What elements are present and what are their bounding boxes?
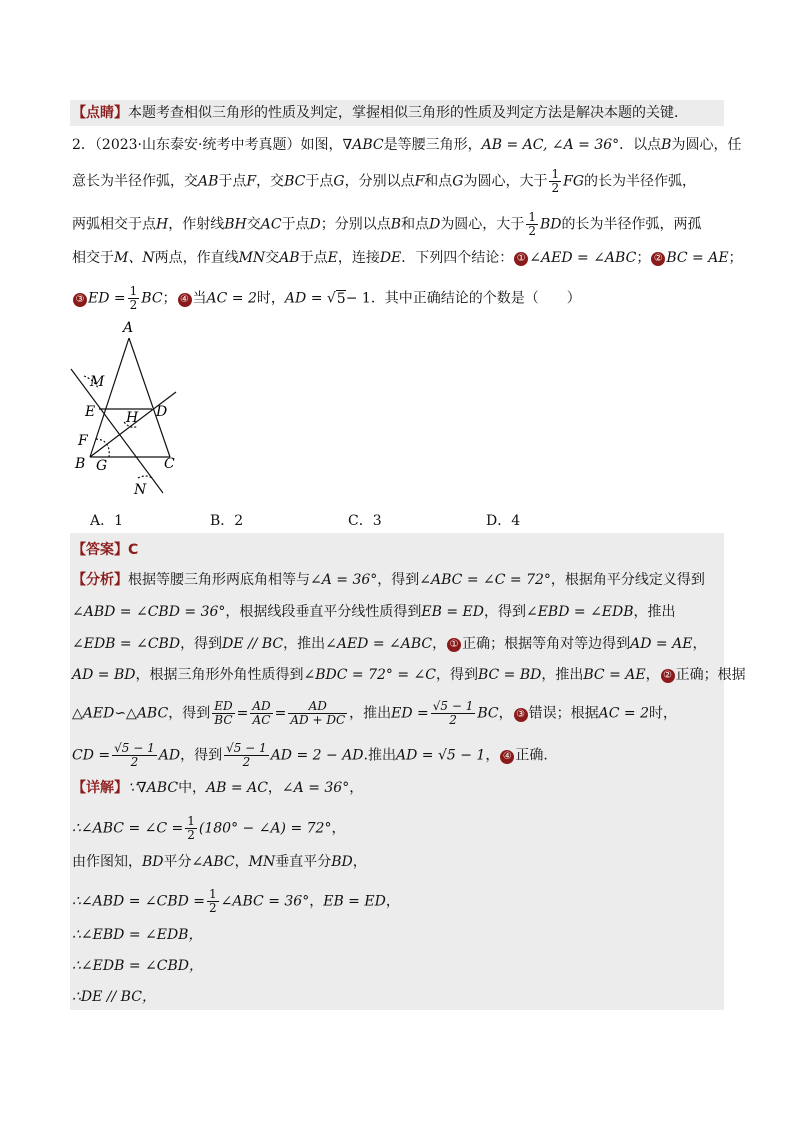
math: BD <box>331 854 353 870</box>
text: 于点 <box>299 250 328 266</box>
detail-line-4 <box>72 888 400 915</box>
question-line-4 <box>72 248 743 268</box>
numerator: AD <box>288 700 347 714</box>
fraction <box>250 700 272 727</box>
math: ∠ABC = ∠C = 72° <box>419 572 551 588</box>
math: G <box>452 173 464 190</box>
conclusion-2-marker: ② <box>651 252 665 266</box>
sqrt-radicand: 5 <box>336 290 346 307</box>
analysis-line-3 <box>72 634 706 654</box>
math: D <box>429 216 441 233</box>
fraction <box>185 815 197 842</box>
answer-line <box>72 540 138 560</box>
text: 正确；根据等角对等边得到 <box>462 636 631 652</box>
math: ∠ABD = ∠CBD = 36° <box>72 604 226 620</box>
math: = <box>236 705 249 722</box>
math: AD = √5 − 1 <box>395 747 486 764</box>
math: AC = 2 <box>206 290 257 307</box>
text: ，根据线段垂直平分线性质得到 <box>225 604 422 620</box>
text: 平分 <box>163 854 192 870</box>
math: BD <box>142 854 164 870</box>
math: ED = <box>88 290 126 307</box>
math: BC <box>141 290 163 307</box>
math: ∇ABC <box>342 137 384 153</box>
text: ，得到 <box>168 705 211 722</box>
math: AD = AE <box>630 636 693 652</box>
math: EB = ED <box>421 604 484 620</box>
text: 由作图知， <box>72 854 142 870</box>
fraction <box>212 700 234 727</box>
numerator: 1 <box>129 284 138 298</box>
label-a: A <box>123 320 134 336</box>
conclusion-4-marker: ④ <box>500 750 514 764</box>
math: ∠EDB = ∠CBD <box>72 636 181 652</box>
numerator: 1 <box>187 814 195 828</box>
text: ，根据角平分线定义得到 <box>550 572 705 588</box>
text: 于点 <box>218 173 247 190</box>
numerator: 1 <box>551 167 560 181</box>
conclusion-3-marker: ③ <box>73 293 87 307</box>
math: ∠AED = ∠ABC <box>325 636 433 652</box>
math: AD = 2 − AD <box>270 747 364 764</box>
math: ∵∇ABC <box>128 780 179 796</box>
text: 和点 <box>401 216 430 233</box>
numerator: 1 <box>209 887 217 901</box>
dianjing-text: 本题考查相似三角形的性质及判定，掌握相似三角形的性质及判定方法是解决本题的关键． <box>128 105 688 121</box>
text: ； <box>728 250 743 266</box>
denominator: 2 <box>551 181 560 195</box>
option-d[interactable]: D．4 <box>486 513 521 529</box>
text: 是等腰三角形， <box>383 137 482 153</box>
numerator: √5 − 1 <box>432 699 474 713</box>
text: ，得到 <box>483 604 526 620</box>
text: 正确；根据 <box>675 667 746 683</box>
denominator: 2 <box>209 901 217 915</box>
text: 两点，作直线 <box>154 250 239 266</box>
denominator: 2 <box>130 755 139 769</box>
math: BC = BD <box>477 667 542 683</box>
numerator: √5 − 1 <box>226 741 267 755</box>
numerator: 1 <box>528 210 536 224</box>
analysis-line-1 <box>72 570 705 590</box>
question-number: 2． <box>72 137 95 153</box>
detail-line-3 <box>72 852 367 872</box>
text: ， <box>645 667 660 683</box>
detail-line-5: ∴∠EBD = ∠EDB， <box>72 927 203 943</box>
text: 相交于 <box>72 250 114 266</box>
text: 意长为半径作弧，交 <box>72 173 198 190</box>
question-line-5: ③ ED = $\frac{1}{2}$ BC； ④ 当AC = 2时，AD = √5− 1．其中正确结论的个数是（ ） <box>72 285 581 312</box>
math: D <box>309 216 321 233</box>
math: B <box>661 137 672 153</box>
denominator: AD + DC <box>290 713 346 727</box>
fraction <box>431 700 476 727</box>
label-h: H <box>126 410 139 426</box>
math: FG <box>563 173 585 190</box>
text: 和点 <box>424 173 453 190</box>
math: ∠EBD = ∠EDB <box>525 604 634 620</box>
math: ∠ABC = 36° <box>220 893 310 910</box>
fraction <box>207 888 219 915</box>
question-line-1 <box>72 135 741 155</box>
text: 时， <box>649 705 678 722</box>
math: DE <box>379 250 402 266</box>
math: ED = <box>391 705 429 722</box>
text: ； <box>636 250 651 266</box>
text: 垂直平分 <box>275 854 332 870</box>
math: AC <box>260 216 282 233</box>
analysis-line-5 <box>72 700 677 727</box>
option-a[interactable]: A．1 <box>90 513 124 529</box>
text: 交 <box>265 250 280 266</box>
math: M、N <box>114 250 155 266</box>
math: − 1 <box>345 290 371 307</box>
fraction <box>224 742 269 769</box>
numerator: AD <box>252 699 271 713</box>
fraction <box>549 168 561 195</box>
question-source: （2023·山东泰安·统考中考真题） <box>94 137 301 153</box>
text: ， <box>349 780 364 796</box>
math: BH <box>224 216 247 233</box>
text: 于点 <box>305 173 334 190</box>
text: 时， <box>256 290 285 307</box>
math: ∴∠ABD = ∠CBD = <box>72 893 206 910</box>
text: 如图， <box>300 137 343 153</box>
math: E <box>327 250 338 266</box>
text: 的长为半径作弧，两孤 <box>561 216 702 233</box>
detail-tag: 【详解】 <box>72 780 128 796</box>
numerator: ED <box>214 699 233 713</box>
question-line-2 <box>72 168 696 195</box>
text: ， <box>432 636 447 652</box>
label-c: C <box>164 456 175 472</box>
math: MN <box>248 854 276 870</box>
fraction <box>128 285 140 312</box>
math: AB <box>279 250 300 266</box>
text: ．下列四个结论： <box>401 250 514 266</box>
conclusion-1-marker: ① <box>514 252 528 266</box>
label-n: N <box>134 482 147 498</box>
text: ，推出 <box>349 705 392 722</box>
text: ， <box>385 893 400 910</box>
fraction <box>526 211 538 238</box>
answer-tag: 【答案】 <box>72 542 128 558</box>
label-e: E <box>85 404 96 420</box>
conclusion-2-marker: ② <box>661 669 675 683</box>
text: ，得到 <box>180 636 223 652</box>
math: B <box>390 216 402 233</box>
math: AD <box>158 747 181 764</box>
denominator: 2 <box>129 298 138 312</box>
math: BC <box>477 705 499 722</box>
fraction <box>112 742 157 769</box>
analysis-tag: 【分析】 <box>72 572 128 588</box>
fraction <box>288 700 347 727</box>
math: AC = 2 <box>598 705 650 722</box>
math: △AED∽△ABC <box>72 705 169 722</box>
math: AB = AC, ∠A = 36° <box>481 137 620 153</box>
question-line-3 <box>72 211 701 238</box>
text: ， <box>309 893 324 910</box>
analysis-line-2 <box>72 602 676 622</box>
denominator: AC <box>252 713 271 727</box>
text: 正确. <box>515 747 548 764</box>
text: ，连接 <box>337 250 380 266</box>
label-b: B <box>75 456 86 472</box>
text: 错误；根据 <box>528 705 599 722</box>
math: MN <box>238 250 266 266</box>
option-c[interactable]: C．3 <box>348 513 382 529</box>
math: CD = <box>72 747 111 764</box>
text: 当 <box>192 290 207 307</box>
text: ．其中正确结论的个数是（ ） <box>370 290 581 307</box>
text: ，交 <box>256 173 285 190</box>
denominator: 2 <box>187 828 195 842</box>
text: 为圆心，大于 <box>440 216 525 233</box>
math: ∴∠ABC = ∠C = <box>72 820 184 837</box>
text: 为圆心，大于 <box>463 173 548 190</box>
dianjing-tag: 【点睛】 <box>72 105 128 121</box>
conclusion-3-marker: ③ <box>514 708 528 722</box>
denominator: 2 <box>449 713 457 727</box>
text: ；分别以点 <box>320 216 391 233</box>
detail-line-2 <box>72 815 345 842</box>
denominator: 2 <box>242 755 251 769</box>
text: ， <box>485 747 500 764</box>
math: ∠BDC = 72° = ∠C <box>303 667 436 683</box>
detail-line-1 <box>72 778 363 798</box>
denominator: 2 <box>528 224 536 238</box>
line-mn <box>71 369 163 493</box>
conclusion-1-marker: ① <box>447 638 461 652</box>
math: F <box>414 173 425 190</box>
text: ， <box>352 854 367 870</box>
math: AB = AC <box>206 780 268 796</box>
analysis-line-6 <box>72 742 548 769</box>
math: BC <box>284 173 306 190</box>
math: ∠A = 36° <box>281 780 350 796</box>
text: 中， <box>178 780 207 796</box>
text: ，根据三角形外角性质得到 <box>135 667 304 683</box>
text: ， <box>692 636 707 652</box>
text: ， <box>498 705 513 722</box>
math: AB <box>198 173 219 190</box>
text: ， <box>234 854 249 870</box>
text: ，推出 <box>283 636 326 652</box>
text: ，得到 <box>377 572 420 588</box>
answer-value: C <box>128 542 139 558</box>
text: .推出 <box>363 747 396 764</box>
text: ， <box>331 820 346 837</box>
text: ， <box>267 780 282 796</box>
text: ．以点 <box>619 137 662 153</box>
text: ，推出 <box>541 667 584 683</box>
dianjing-line <box>72 103 688 123</box>
math: (180° − ∠A) = 72° <box>198 820 332 837</box>
text: 交 <box>246 216 261 233</box>
arc-n <box>138 476 152 478</box>
geometry-figure <box>66 318 186 500</box>
math: BC = AE <box>666 250 729 266</box>
conclusion-4-marker: ④ <box>178 293 192 307</box>
text: ，得到 <box>180 747 223 764</box>
label-g: G <box>96 458 108 474</box>
math: BD <box>539 216 562 233</box>
option-b[interactable]: B．2 <box>210 513 244 529</box>
math: AD = BD <box>72 667 136 683</box>
text: 于点 <box>281 216 310 233</box>
math: H <box>156 216 169 233</box>
numerator: √5 − 1 <box>114 741 155 755</box>
math: DE // BC <box>222 636 284 652</box>
math: AD = <box>284 290 323 307</box>
text: ，得到 <box>435 667 478 683</box>
math: F <box>246 173 257 190</box>
segment-ac <box>129 338 170 457</box>
detail-line-6: ∴∠EDB = ∠CBD， <box>72 958 203 974</box>
analysis-line-4 <box>72 665 746 685</box>
detail-line-7: ∴DE // BC， <box>72 989 156 1005</box>
math: ∠ABC <box>191 854 235 870</box>
math: G <box>333 173 345 190</box>
denominator: BC <box>214 713 233 727</box>
text: ； <box>162 290 177 307</box>
text: ，推出 <box>633 604 676 620</box>
label-m: M <box>90 374 105 390</box>
text: 两弧相交于点 <box>72 216 156 233</box>
math: EB = ED <box>323 893 386 910</box>
text: 为圆心，任 <box>671 137 742 153</box>
text: ，作射线 <box>168 216 225 233</box>
math: BC = AE <box>583 667 646 683</box>
text: 根据等腰三角形两底角相等与 <box>128 572 310 588</box>
math: = <box>274 705 287 722</box>
math: ∠A = 36° <box>310 572 378 588</box>
label-f: F <box>78 433 88 449</box>
text: ，分别以点 <box>344 173 415 190</box>
math: ∠AED = ∠ABC <box>529 250 637 266</box>
label-d: D <box>156 404 168 420</box>
text: 的长为半径作弧， <box>584 173 697 190</box>
